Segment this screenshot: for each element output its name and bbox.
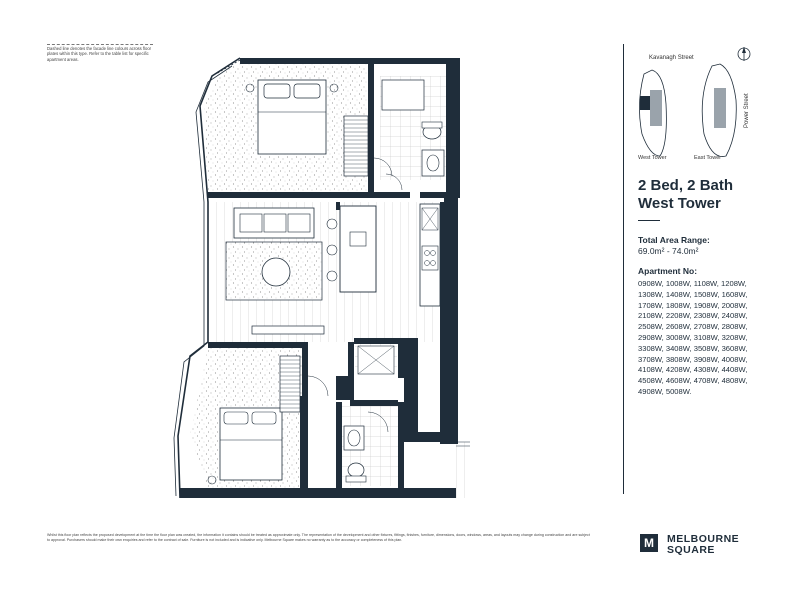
floorplan-note: Dashed line denotes the facade line colours across floor plates within this type. Refer to the table list for specific apartment areas.: [47, 46, 152, 62]
west-tower-map: [639, 70, 666, 156]
apartment-title-line1: 2 Bed, 2 Bath: [638, 177, 734, 194]
disclaimer-text: Whilst this floor plan reflects the proposed development at the time the floor plan was created, the information it contains should be treated as approximate only. The representation of the development and other fixtures, fittings, finishes, furniture, dimensions, doors, windows, areas, and layouts may change during construction and are subject to approval. Purchasers should make their own enquiries and refer to the contract of sale. Furniture is not included and is indicative only. Melbourne Square makes no warranty as to the accuracy or completeness of this plan.: [47, 533, 590, 542]
kitchen-island: [340, 206, 376, 292]
east-tower-map: [702, 64, 736, 157]
sidebar-divider: [623, 44, 624, 494]
wardrobe-1: [344, 116, 368, 176]
bed-1: [246, 80, 338, 154]
key-map: [632, 44, 762, 164]
logo-line2: SQUARE: [667, 544, 715, 556]
west-tower-label: West Tower: [638, 155, 667, 161]
street-label-side: Power Street: [744, 93, 750, 128]
tv-unit: [252, 326, 324, 334]
logo-line1: MELBOURNE: [667, 533, 740, 545]
sink: [350, 232, 366, 246]
apartment-title-line2: West Tower: [638, 195, 721, 212]
east-tower-label: East Tower: [694, 155, 722, 161]
street-label-top: Kavanagh Street: [649, 55, 694, 61]
logo-text: [667, 534, 739, 556]
apartment-number-label: Apartment No:: [638, 266, 698, 276]
sofa: [234, 208, 314, 238]
logo-mark-icon: M: [640, 534, 658, 552]
floor-plan: [160, 56, 470, 498]
apartment-number-list: 0908W, 1008W, 1108W, 1208W, 1308W, 1408W, 1508W, 1608W, 1708W, 1808W, 1908W, 2008W, 2108W, 2208W, 2308W, 2408W, 2508W, 2608W, 2708W, 2808W, 2908W, 3008W, 3108W, 3208W, 3308W, 3408W, 3508W, 3608W, 3708W, 3808W, 3908W, 4008W, 4108W, 4208W, 4308W, 4408W, 4508W, 4608W, 4708W, 4808W, 4908W, 5008W.: [638, 279, 748, 396]
area-label: Total Area Range:: [638, 235, 710, 245]
title-divider: [638, 220, 660, 221]
rug: [226, 242, 322, 300]
note-divider: [47, 44, 153, 45]
laundry: [358, 346, 394, 374]
area-value: 69.0m² - 74.0m²: [638, 246, 699, 256]
kitchen-bench: [420, 204, 440, 306]
compass-icon: [738, 47, 750, 61]
apartment-title: [638, 177, 733, 213]
wardrobe-2: [280, 356, 300, 412]
